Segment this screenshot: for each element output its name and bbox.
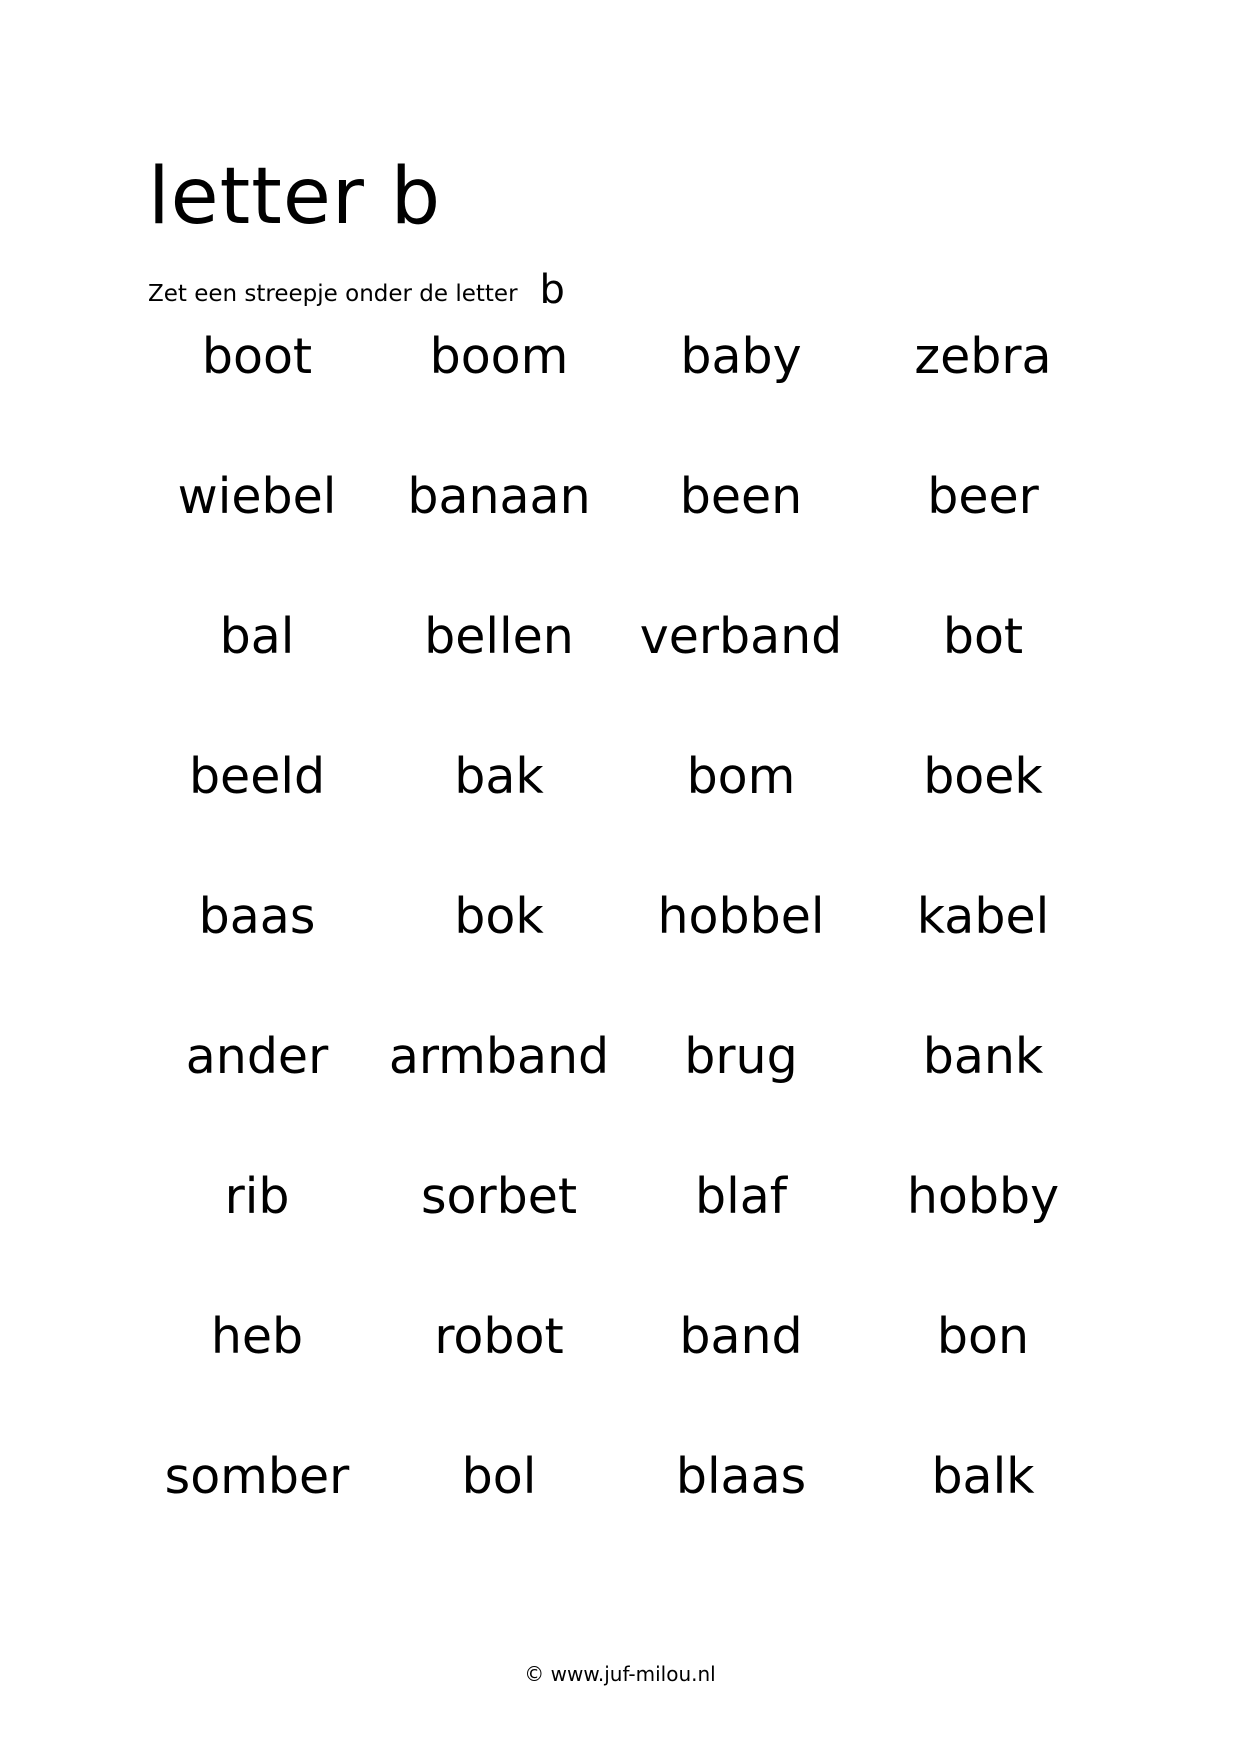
word-item: bank xyxy=(922,1028,1044,1085)
word-item: somber xyxy=(164,1448,350,1505)
word-item: baby xyxy=(680,328,802,385)
word-item: blaas xyxy=(675,1448,807,1505)
word-item: robot xyxy=(434,1308,564,1365)
word-item: boot xyxy=(201,328,313,385)
instruction-text: Zet een streepje onder de letter xyxy=(148,281,518,307)
footer-copyright: © www.juf-milou.nl xyxy=(524,1662,716,1686)
word-item: armband xyxy=(388,1028,610,1085)
word-item: bellen xyxy=(424,608,574,665)
word-item: boom xyxy=(429,328,569,385)
word-item: band xyxy=(679,1308,803,1365)
word-item: zebra xyxy=(914,328,1052,385)
word-item: rib xyxy=(224,1168,290,1225)
word-item: beer xyxy=(927,468,1039,525)
word-item: banaan xyxy=(407,468,591,525)
word-item: been xyxy=(679,468,803,525)
word-item: verband xyxy=(639,608,843,665)
word-item: hobby xyxy=(906,1168,1060,1225)
word-item: heb xyxy=(210,1308,304,1365)
word-item: ander xyxy=(185,1028,329,1085)
word-item: bol xyxy=(461,1448,537,1505)
word-item: blaf xyxy=(695,1168,787,1225)
word-grid xyxy=(136,312,1104,1572)
word-item: hobbel xyxy=(657,888,825,945)
page-title: letter b xyxy=(148,152,442,242)
word-item: bal xyxy=(219,608,295,665)
instruction xyxy=(148,267,565,313)
word-item: baas xyxy=(198,888,316,945)
word-item: bom xyxy=(686,748,796,805)
word-item: bak xyxy=(454,748,544,805)
target-letter: b xyxy=(539,267,565,313)
word-item: kabel xyxy=(916,888,1050,945)
word-item: sorbet xyxy=(420,1168,578,1225)
word-item: balk xyxy=(931,1448,1035,1505)
word-item: wiebel xyxy=(177,468,337,525)
word-item: bon xyxy=(936,1308,1030,1365)
word-item: brug xyxy=(684,1028,798,1085)
word-item: bok xyxy=(454,888,544,945)
word-item: beeld xyxy=(188,748,326,805)
word-item: bot xyxy=(942,608,1024,665)
word-item: boek xyxy=(923,748,1043,805)
